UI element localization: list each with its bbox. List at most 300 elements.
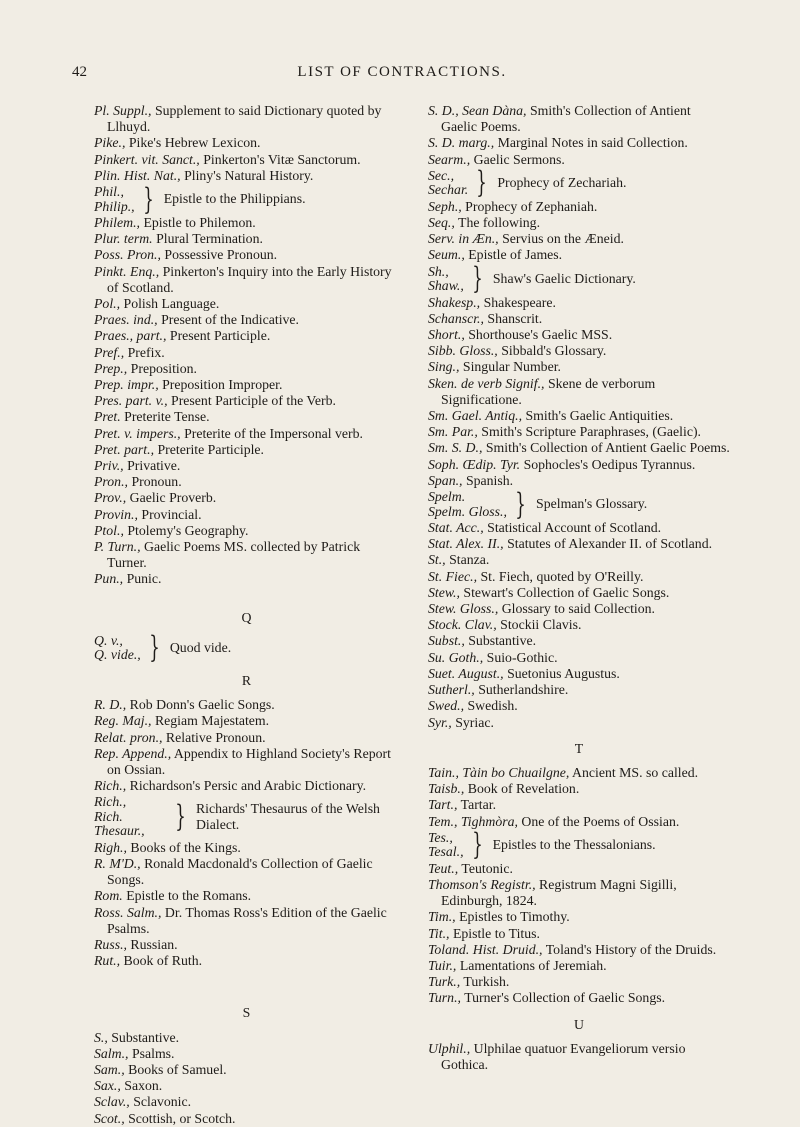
contraction-desc: Sophocles's Oedipus Tyrannus. xyxy=(523,456,696,472)
contraction-desc: Spanish. xyxy=(465,472,514,488)
contraction-desc: Syriac. xyxy=(455,714,494,730)
group-abbrs xyxy=(428,265,464,294)
contraction-desc: Punic. xyxy=(126,571,162,587)
contraction-desc: Lamentations of Jeremiah. xyxy=(459,957,607,973)
contraction-entry xyxy=(94,135,399,151)
contraction-abbr: Rich. Thesaur., xyxy=(94,808,145,839)
contraction-abbr: Tes., xyxy=(428,829,453,845)
contraction-desc: Gaelic Sermons. xyxy=(473,151,565,167)
contraction-abbr: Pref., xyxy=(94,344,125,360)
contraction-abbr: Thomson's Registr., xyxy=(428,876,536,892)
contraction-entry xyxy=(94,523,399,539)
contraction-group xyxy=(94,181,399,217)
contraction-abbr: S. D., Sean Dàna, xyxy=(428,103,527,118)
contraction-entry xyxy=(428,877,730,909)
contraction-group xyxy=(428,827,730,863)
contraction-desc: Glossary to said Collection. xyxy=(501,601,656,617)
brace-mark: } xyxy=(472,261,483,297)
contraction-abbr: Stock. Clav., xyxy=(428,617,497,633)
contraction-desc: Prophecy of Zephaniah. xyxy=(465,198,598,214)
contraction-abbr: Philem., xyxy=(94,215,140,231)
contraction-entry xyxy=(94,507,399,523)
brace-mark: } xyxy=(471,827,483,863)
contraction-abbr: Stew. Gloss., xyxy=(428,601,499,617)
brace-mark: } xyxy=(476,165,488,201)
section-letter: R xyxy=(241,672,252,688)
contraction-abbr: St. Fiec., xyxy=(428,568,478,584)
contraction-entry xyxy=(94,168,399,184)
contraction-entry xyxy=(428,601,730,617)
contraction-abbr: Phil., xyxy=(94,184,124,200)
contraction-desc: Swedish. xyxy=(467,698,518,714)
contraction-abbr: Rom. xyxy=(94,888,123,904)
contraction-group xyxy=(94,795,399,839)
contraction-desc: Suetonius Augustus. xyxy=(507,665,620,681)
contraction-abbr: Plur. term. xyxy=(94,231,153,247)
contraction-desc: Sclavonic. xyxy=(133,1094,192,1110)
contraction-abbr: Turk., xyxy=(428,974,461,990)
contraction-desc: Plural Termination. xyxy=(156,231,263,247)
contraction-desc: Statutes of Alexander II. of Scotland. xyxy=(507,536,713,552)
contraction-abbr: Subst., xyxy=(428,633,465,649)
left-column xyxy=(94,103,399,1127)
contraction-abbr: Righ., xyxy=(94,839,127,855)
contraction-entry xyxy=(94,426,399,442)
contraction-desc: Servius on the Æneid. xyxy=(502,231,624,247)
contraction-abbr: R. M'D., xyxy=(94,856,141,872)
contraction-abbr: Swed., xyxy=(428,698,465,714)
contraction-desc: Saxon. xyxy=(124,1078,163,1094)
contraction-abbr: Spelm. xyxy=(428,489,466,505)
contraction-abbr: Sax., xyxy=(94,1078,121,1094)
contraction-abbr: R. D., xyxy=(94,697,127,713)
contraction-desc: Stanza. xyxy=(449,552,490,568)
contraction-abbr: Tart., xyxy=(428,797,458,813)
contraction-abbr: Toland. Hist. Druid., xyxy=(428,941,543,957)
contraction-entry xyxy=(428,135,730,151)
contraction-entry xyxy=(94,247,399,263)
contraction-desc: Suio-Gothic. xyxy=(486,649,558,665)
contraction-desc: Turner's Collection of Gaelic Songs. xyxy=(464,990,666,1006)
contraction-entry xyxy=(94,312,399,328)
contraction-entry xyxy=(94,778,399,794)
contraction-desc: Pike's Hebrew Lexicon. xyxy=(128,135,261,151)
contraction-abbr: Rut., xyxy=(94,953,121,969)
contraction-entry xyxy=(428,682,730,698)
contraction-abbr: Q. vide., xyxy=(94,647,141,663)
contraction-desc: Epistle to Philemon. xyxy=(143,215,256,231)
contraction-desc: Preposition Improper. xyxy=(162,377,283,393)
contraction-abbr: Salm., xyxy=(94,1045,129,1061)
contraction-abbr: Taisb., xyxy=(428,781,465,797)
contraction-entry xyxy=(94,458,399,474)
contraction-desc: Present of the Indicative. xyxy=(161,312,299,328)
contraction-entry xyxy=(94,296,399,312)
contraction-desc: Skene de verborum Significatione. xyxy=(441,375,656,407)
contraction-desc: Registrum Magni Sigilli, Edinburgh, 1824. xyxy=(441,876,677,909)
contraction-abbr: Schanscr., xyxy=(428,310,484,326)
contraction-entry xyxy=(428,666,730,682)
contraction-entry xyxy=(428,440,730,456)
contraction-desc: Ulphilae quatuor Evangeliorum versio Gothica. xyxy=(441,1040,686,1072)
contraction-entry xyxy=(428,974,730,990)
contraction-abbr: Stat. Acc., xyxy=(428,520,484,536)
contraction-abbr: Praes. ind., xyxy=(94,312,158,328)
contraction-entry xyxy=(94,1062,399,1078)
contraction-desc: Psalms. xyxy=(131,1045,175,1061)
contraction-entry xyxy=(428,698,730,714)
contraction-group xyxy=(428,486,730,522)
contraction-entry xyxy=(428,990,730,1006)
contraction-desc: Gaelic Poems MS. collected by Patrick Turner. xyxy=(107,539,361,571)
contraction-abbr: Pike., xyxy=(94,135,126,151)
contraction-abbr: Tem., Tighmòra, xyxy=(428,813,518,829)
contraction-desc: Preposition. xyxy=(130,360,197,376)
contraction-desc: Books of Samuel. xyxy=(128,1062,227,1078)
contraction-desc: St. Fiech, quoted by O'Reilly. xyxy=(480,568,644,584)
contraction-abbr: Pun., xyxy=(94,571,124,587)
contraction-entry xyxy=(428,231,730,247)
contraction-desc: Dr. Thomas Ross's Edition of the Gaelic Psalms. xyxy=(107,904,387,936)
contraction-desc: Scottish, or Scotch. xyxy=(128,1110,236,1126)
contraction-abbr: Pret. xyxy=(94,409,121,425)
contraction-desc: Books of the Kings. xyxy=(130,839,241,855)
contraction-desc: Polish Language. xyxy=(123,296,220,312)
section-letter: S xyxy=(242,1005,251,1021)
contraction-desc: Shanscrit. xyxy=(487,310,543,326)
contraction-abbr: Tit., xyxy=(428,925,450,941)
contraction-abbr: Sm. S. D., xyxy=(428,440,483,456)
contraction-entry xyxy=(94,328,399,344)
contraction-desc: Rob Donn's Gaelic Songs. xyxy=(129,697,275,713)
contraction-desc: Smith's Gaelic Antiquities. xyxy=(525,408,674,424)
section-letter: U xyxy=(574,1016,584,1032)
contraction-abbr: Rich., xyxy=(94,778,127,794)
contraction-entry xyxy=(428,457,730,473)
contraction-desc: Epistle to the Philippians. xyxy=(163,191,306,207)
contraction-abbr: Sam., xyxy=(94,1062,125,1078)
contraction-entry xyxy=(94,730,399,746)
contraction-abbr: Seph., xyxy=(428,198,462,214)
contraction-abbr: Relat. pron., xyxy=(94,729,163,745)
contraction-desc: Provincial. xyxy=(141,506,202,522)
section-letter: Q xyxy=(241,609,252,625)
contraction-entry xyxy=(94,571,399,587)
contraction-abbr: Russ., xyxy=(94,937,127,953)
contraction-abbr: Seum., xyxy=(428,247,465,263)
contraction-abbr: Rich., xyxy=(94,794,127,810)
contraction-entry xyxy=(94,905,399,937)
contraction-abbr: Ptol., xyxy=(94,522,124,538)
brace-mark: } xyxy=(175,799,186,835)
brace-mark: } xyxy=(149,630,160,666)
contraction-entry xyxy=(428,152,730,168)
contraction-desc: Pliny's Natural History. xyxy=(184,167,314,183)
contraction-abbr: Sutherl., xyxy=(428,682,475,698)
contraction-abbr: S., xyxy=(94,1029,108,1045)
contraction-desc: Teutonic. xyxy=(461,860,513,876)
contraction-abbr: Prep., xyxy=(94,360,128,376)
contraction-abbr: Prep. impr., xyxy=(94,377,159,393)
contraction-desc: Prophecy of Zechariah. xyxy=(497,175,627,191)
contraction-desc: Shorthouse's Gaelic MSS. xyxy=(468,327,613,343)
contraction-desc: Turkish. xyxy=(463,974,510,990)
contraction-entry xyxy=(428,942,730,958)
contraction-abbr: Sh., xyxy=(428,263,449,279)
contraction-abbr: Serv. in Æn., xyxy=(428,231,499,247)
brace-mark: } xyxy=(142,181,154,217)
contraction-entry xyxy=(428,909,730,925)
contraction-entry xyxy=(94,1078,399,1094)
contraction-entry xyxy=(428,311,730,327)
contraction-desc: Marginal Notes in said Collection. xyxy=(497,135,688,151)
page-header xyxy=(72,64,732,88)
contraction-desc: Epistle to Titus. xyxy=(452,925,540,941)
contraction-abbr: Spelm. Gloss., xyxy=(428,503,507,519)
contraction-entry xyxy=(94,1046,399,1062)
contraction-desc: Present Participle of the Verb. xyxy=(171,393,336,409)
contraction-entry xyxy=(94,103,399,135)
contraction-abbr: Pinkert. vit. Sanct., xyxy=(94,151,200,167)
contraction-abbr: St., xyxy=(428,552,446,568)
contraction-abbr: Shaw., xyxy=(428,278,464,294)
contraction-abbr: Short., xyxy=(428,327,465,343)
contraction-abbr: Tuir., xyxy=(428,957,457,973)
contraction-entry xyxy=(428,376,730,408)
contraction-abbr: Tim., xyxy=(428,909,456,925)
contraction-desc: Gaelic Proverb. xyxy=(129,490,217,506)
group-abbrs xyxy=(94,795,167,839)
contraction-desc: Shakespeare. xyxy=(483,294,556,310)
contraction-entry xyxy=(428,295,730,311)
contraction-abbr: Reg. Maj., xyxy=(94,713,152,729)
contraction-abbr: Rep. Append., xyxy=(94,745,172,761)
contraction-abbr: Plin. Hist. Nat., xyxy=(94,167,181,183)
contraction-abbr: Praes., part., xyxy=(94,328,167,344)
group-abbrs xyxy=(428,169,468,198)
contraction-group xyxy=(94,630,399,666)
contraction-entry xyxy=(94,1030,399,1046)
contraction-abbr: Span., xyxy=(428,472,463,488)
contraction-abbr: Sclav., xyxy=(94,1094,130,1110)
contraction-entry xyxy=(94,937,399,953)
contraction-entry xyxy=(94,231,399,247)
contraction-desc: Prefix. xyxy=(127,344,165,360)
contraction-desc: Relative Pronoun. xyxy=(165,729,266,745)
contraction-desc: Privative. xyxy=(127,458,181,474)
contraction-entry xyxy=(428,650,730,666)
group-abbrs xyxy=(94,185,135,214)
contraction-desc: Smith's Scripture Paraphrases, (Gaelic). xyxy=(481,424,702,440)
contraction-desc: Supplement to said Dictionary quoted by Llhuyd. xyxy=(107,103,382,135)
contraction-abbr: Stat. Alex. II., xyxy=(428,536,504,552)
contraction-abbr: Pres. part. v., xyxy=(94,393,168,409)
group-abbrs xyxy=(94,634,141,663)
contraction-entry xyxy=(428,765,730,781)
contraction-desc: Ronald Macdonald's Collection of Gaelic Songs. xyxy=(107,856,373,888)
contraction-entry xyxy=(94,474,399,490)
contraction-entry xyxy=(428,343,730,359)
contraction-entry xyxy=(428,359,730,375)
group-abbrs xyxy=(428,831,464,860)
contraction-entry xyxy=(94,409,399,425)
contraction-entry xyxy=(94,393,399,409)
contraction-desc: Possessive Pronoun. xyxy=(164,247,278,263)
contraction-entry xyxy=(428,633,730,649)
contraction-entry xyxy=(94,490,399,506)
contraction-entry xyxy=(94,345,399,361)
contraction-entry xyxy=(428,215,730,231)
contraction-desc: Ptolemy's Geography. xyxy=(127,522,249,538)
contraction-entry xyxy=(94,539,399,571)
contraction-desc: Quod vide. xyxy=(169,640,232,656)
contraction-abbr: Pl. Suppl., xyxy=(94,103,152,118)
contraction-abbr: Pret. v. impers., xyxy=(94,425,181,441)
contraction-entry xyxy=(428,861,730,877)
contraction-desc: Tartar. xyxy=(460,797,497,813)
contraction-abbr: Suet. August., xyxy=(428,665,504,681)
contraction-entry xyxy=(94,1094,399,1110)
contraction-entry xyxy=(94,840,399,856)
contraction-entry xyxy=(428,408,730,424)
contraction-entry xyxy=(94,442,399,458)
contraction-desc: Spelman's Glossary. xyxy=(536,496,648,512)
contraction-abbr: Pol., xyxy=(94,296,121,312)
brace-mark: } xyxy=(515,486,526,522)
contraction-desc: The following. xyxy=(458,215,541,231)
contraction-entry xyxy=(94,888,399,904)
contraction-entry xyxy=(428,424,730,440)
contraction-abbr: Pron., xyxy=(94,474,128,490)
contraction-entry xyxy=(94,264,399,296)
contraction-desc: Preterite Tense. xyxy=(124,409,210,425)
contraction-entry xyxy=(94,713,399,729)
contraction-desc: Pinkerton's Inquiry into the Early History of Scotland. xyxy=(107,263,392,295)
contraction-desc: Singular Number. xyxy=(462,359,561,375)
contraction-abbr: Seq., xyxy=(428,215,455,231)
contraction-entry xyxy=(94,215,399,231)
contraction-abbr: Priv., xyxy=(94,458,124,474)
contraction-desc: Shaw's Gaelic Dictionary. xyxy=(492,271,636,287)
contraction-desc: Preterite of the Impersonal verb. xyxy=(184,425,363,441)
contraction-abbr: Pret. part., xyxy=(94,441,155,457)
contraction-entry xyxy=(428,327,730,343)
contraction-desc: Stockii Clavis. xyxy=(500,617,582,633)
contraction-desc: Sutherlandshire. xyxy=(478,682,569,698)
contraction-abbr: Sibb. Gloss., xyxy=(428,343,498,359)
contraction-desc: Smith's Collection of Antient Gaelic Poems. xyxy=(441,103,691,135)
contraction-abbr: Philip., xyxy=(94,198,135,214)
contraction-entry xyxy=(428,958,730,974)
contraction-desc: Russian. xyxy=(130,937,178,953)
contraction-entry xyxy=(428,617,730,633)
contraction-desc: Present Participle. xyxy=(169,328,271,344)
contraction-abbr: P. Turn., xyxy=(94,539,141,555)
contraction-abbr: Sm. Par., xyxy=(428,424,478,440)
contraction-entry xyxy=(428,569,730,585)
contraction-desc: One of the Poems of Ossian. xyxy=(521,813,680,829)
contraction-abbr: Ulphil., xyxy=(428,1040,471,1056)
contraction-entry xyxy=(94,152,399,168)
contraction-abbr: Ross. Salm., xyxy=(94,904,162,920)
contraction-abbr: Su. Goth., xyxy=(428,649,484,665)
contraction-entry xyxy=(428,520,730,536)
contraction-entry xyxy=(428,781,730,797)
contraction-entry xyxy=(428,585,730,601)
contraction-desc: Substantive. xyxy=(468,633,537,649)
contraction-abbr: Poss. Pron., xyxy=(94,247,161,263)
running-head: LIST OF CONTRACTIONS. xyxy=(297,64,507,80)
contraction-entry xyxy=(94,856,399,888)
contraction-entry xyxy=(94,1111,399,1127)
contraction-abbr: Prov., xyxy=(94,490,127,506)
contraction-abbr: Turn., xyxy=(428,990,461,1006)
contraction-abbr: Tain., Tàin bo Chuailgne, xyxy=(428,764,570,780)
contraction-desc: Smith's Collection of Antient Gaelic Poems. xyxy=(485,440,730,456)
contraction-abbr: Scot., xyxy=(94,1110,125,1126)
contraction-desc: Epistles to the Thessalonians. xyxy=(492,837,656,853)
contraction-entry xyxy=(428,199,730,215)
contraction-desc: Epistles to Timothy. xyxy=(459,909,570,925)
contraction-abbr: Sm. Gael. Antiq., xyxy=(428,408,523,424)
contraction-abbr: Syr., xyxy=(428,714,452,730)
contraction-entry xyxy=(428,103,730,135)
contraction-abbr: Q. v., xyxy=(94,632,123,648)
right-column xyxy=(428,103,730,1073)
contraction-entry xyxy=(428,536,730,552)
contraction-group xyxy=(428,261,730,297)
contraction-desc: Toland's History of the Druids. xyxy=(545,941,717,957)
contraction-desc: Sibbald's Glossary. xyxy=(501,343,607,359)
contraction-desc: Pinkerton's Vitæ Sanctorum. xyxy=(203,151,361,167)
contraction-abbr: Teut., xyxy=(428,860,459,876)
contraction-abbr: Sing., xyxy=(428,359,460,375)
contraction-abbr: Shakesp., xyxy=(428,294,481,310)
contraction-desc: Book of Ruth. xyxy=(123,953,203,969)
contraction-abbr: Stew., xyxy=(428,584,460,600)
contraction-abbr: Searm., xyxy=(428,151,471,167)
contraction-entry xyxy=(428,926,730,942)
contraction-entry xyxy=(94,746,399,778)
contraction-entry xyxy=(428,1041,730,1073)
contraction-desc: Statistical Account of Scotland. xyxy=(487,520,662,536)
contraction-group xyxy=(428,165,730,201)
contraction-abbr: Sec., xyxy=(428,167,455,183)
contraction-entry xyxy=(428,797,730,813)
contraction-entry xyxy=(94,697,399,713)
contraction-abbr: Soph. Œdip. Tyr. xyxy=(428,456,521,472)
section-letter: T xyxy=(574,740,584,756)
contraction-desc: Preterite Participle. xyxy=(157,441,265,457)
contraction-desc: Stewart's Collection of Gaelic Songs. xyxy=(463,584,670,600)
contraction-desc: Regiam Majestatem. xyxy=(154,713,270,729)
contraction-desc: Richards' Thesaurus of the Welsh Dialect. xyxy=(195,800,380,833)
contraction-desc: Richardson's Persic and Arabic Dictionary. xyxy=(129,778,367,794)
contraction-entry xyxy=(428,552,730,568)
contraction-abbr: S. D. marg., xyxy=(428,135,495,151)
contraction-desc: Book of Revelation. xyxy=(467,781,580,797)
contraction-entry xyxy=(94,361,399,377)
contraction-abbr: Tesal., xyxy=(428,844,464,860)
contraction-entry xyxy=(94,953,399,969)
contraction-entry xyxy=(94,377,399,393)
page-number: 42 xyxy=(72,64,87,80)
group-abbrs xyxy=(428,490,507,519)
contraction-abbr: Sechar. xyxy=(428,182,469,198)
contraction-desc: Ancient MS. so called. xyxy=(572,764,699,780)
contraction-desc: Appendix to Highland Society's Report on Ossian. xyxy=(107,745,391,777)
contraction-desc: Epistle to the Romans. xyxy=(126,888,252,904)
